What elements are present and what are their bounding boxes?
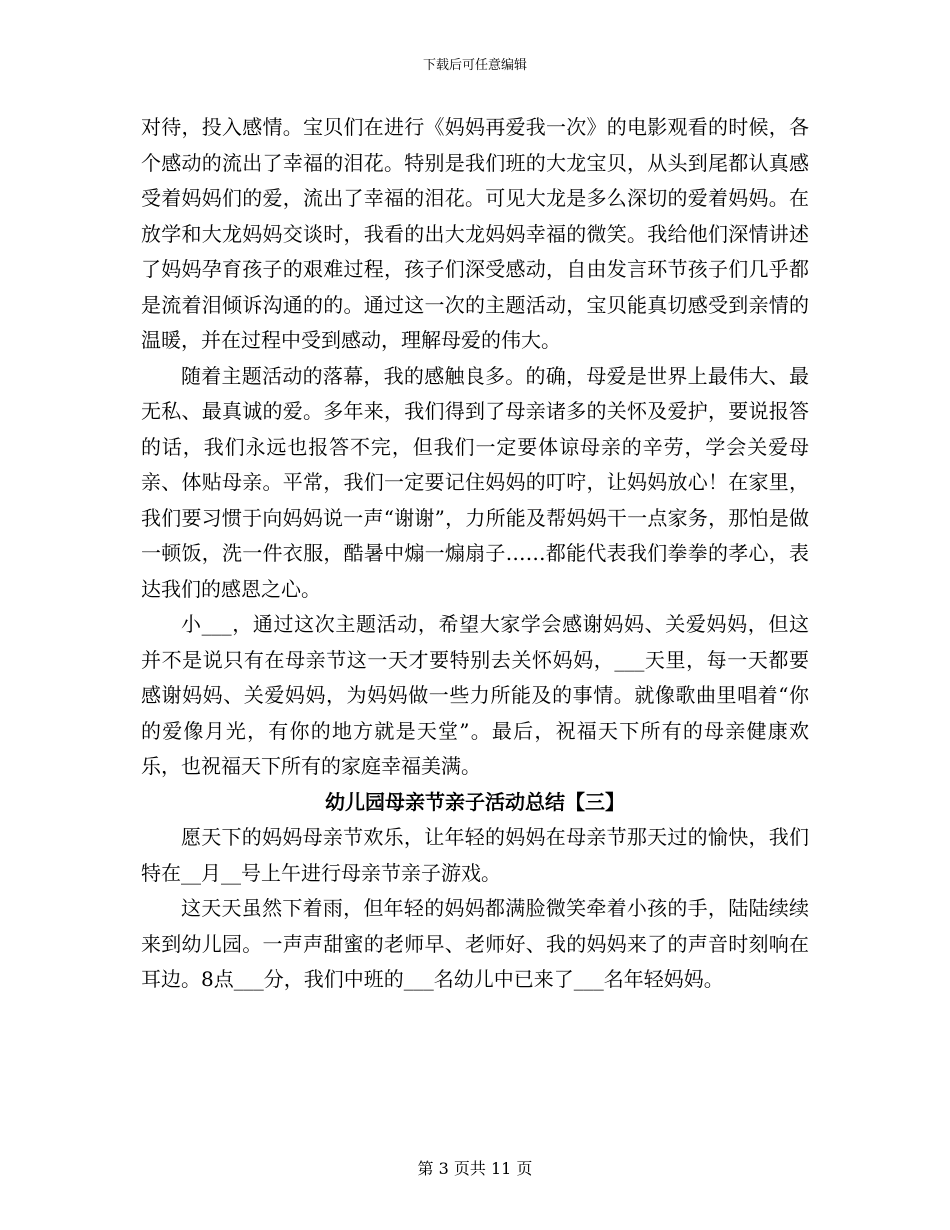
paragraph: 这天天虽然下着雨，但年轻的妈妈都满脸微笑牵着小孩的手，陆陆续续来到幼儿园。一声声甜蜜的老师早、老师好、我的妈妈来了的声音时刻响在耳边。8点___分，我们中班的___名幼儿中已来了___名年轻妈妈。 xyxy=(141,896,809,991)
section-title: 幼儿园母亲节亲子活动总结【三】 xyxy=(325,789,625,814)
page-footer: 第 3 页共 11 页 xyxy=(417,1159,533,1178)
paragraph: 随着主题活动的落幕，我的感触良多。的确，母爱是世界上最伟大、最无私、最真诚的爱。多年来，我们得到了母亲诸多的关怀及爱护，要说报答的话，我们永远也报答不完，但我们一定要体谅母亲的辛劳，学会关爱母亲、体贴母亲。平常，我们一定要记住妈妈的叮咛，让妈妈放心！在家里，我们要习惯于向妈妈说一声“谢谢”，力所能及帮妈妈干一点家务，那怕是做一顿饭，洗一件衣服，酷暑中煽一煽扇子……都能代表我们拳拳的孝心，表达我们的感恩之心。 xyxy=(141,363,809,601)
paragraph: 愿天下的妈妈母亲节欢乐，让年轻的妈妈在母亲节那天过的愉快，我们特在__月__号上午进行母亲节亲子游戏。 xyxy=(141,825,809,885)
document-body xyxy=(141,110,809,998)
paragraph: 对待，投入感情。宝贝们在进行《妈妈再爱我一次》的电影观看的时候，各个感动的流出了幸福的泪花。特别是我们班的大龙宝贝，从头到尾都认真感受着妈妈们的爱，流出了幸福的泪花。可见大龙是多么深切的爱着妈妈。在放学和大龙妈妈交谈时，我看的出大龙妈妈幸福的微笑。我给他们深情讲述了妈妈孕育孩子的艰难过程，孩子们深受感动，自由发言环节孩子们几乎都是流着泪倾诉沟通的的。通过这一次的主题活动，宝贝能真切感受到亲情的温暖，并在过程中受到感动，理解母爱的伟大。 xyxy=(141,115,809,352)
paragraph: 小___，通过这次主题活动，希望大家学会感谢妈妈、关爱妈妈，但这并不是说只有在母亲节这一天才要特别去关怀妈妈，___天里，每一天都要感谢妈妈、关爱妈妈，为妈妈做一些力所能及的事情。就像歌曲里唱着“你的爱像月光，有你的地方就是天堂”。最后，祝福天下所有的母亲健康欢乐，也祝福天下所有的家庭幸福美满。 xyxy=(141,612,809,778)
page-header: 下载后可任意编辑 xyxy=(422,58,527,73)
